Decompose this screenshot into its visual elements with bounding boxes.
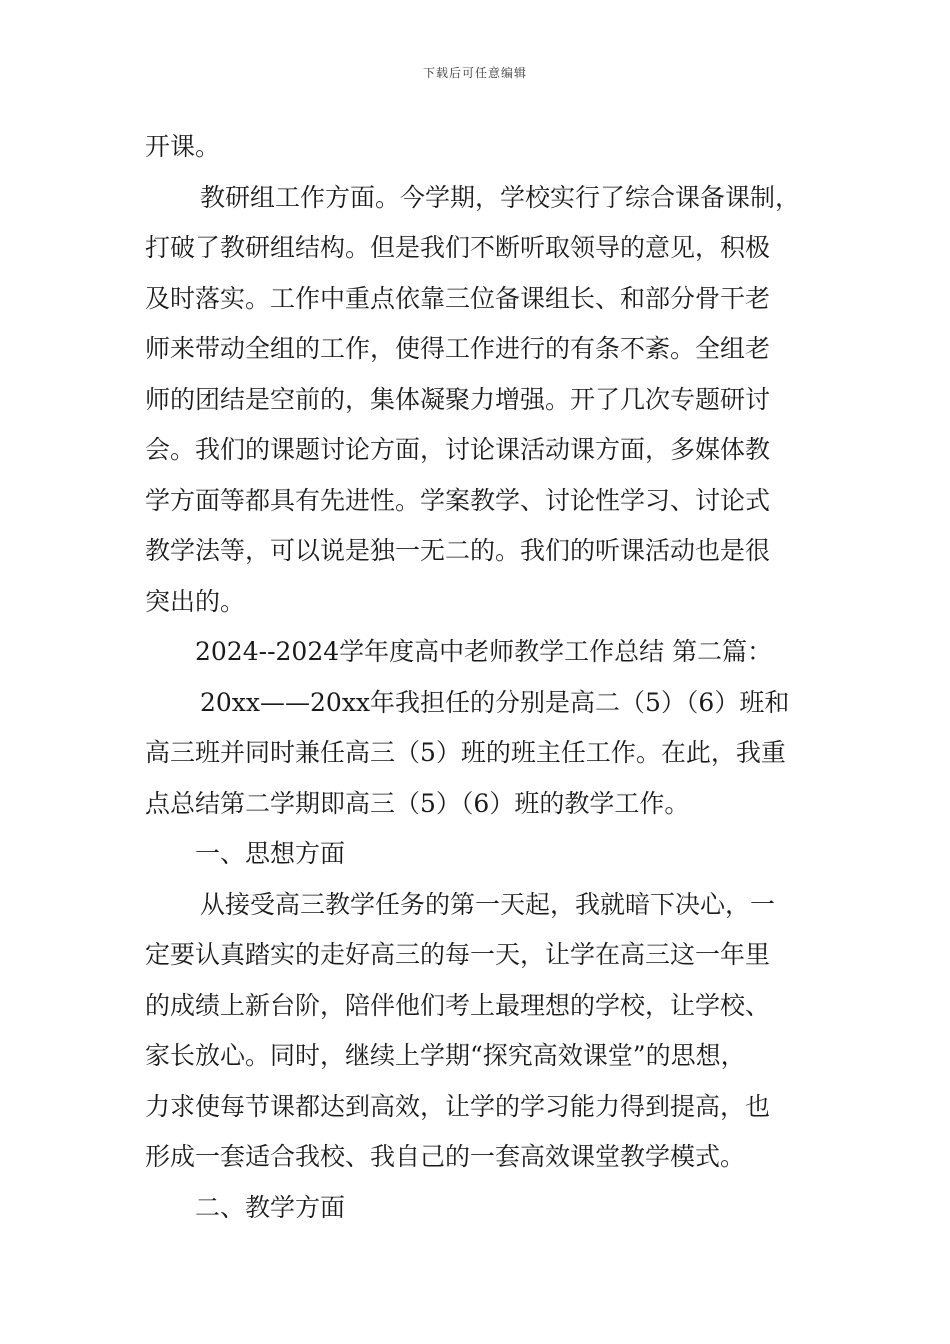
text-line: 会。我们的课题讨论方面，讨论课活动课方面，多媒体教: [145, 435, 771, 464]
text-line: 开课。: [145, 132, 221, 161]
text-line: 及时落实。工作中重点依靠三位备课组长、和部分骨干老: [145, 283, 771, 313]
text-line: 力求使每节课都达到高效，让学的学习能力得到提高，也: [145, 1091, 771, 1121]
text-line: 点总结第二学期即高三（5）（6）班的教学工作。: [145, 788, 690, 818]
text-line: 家长放心。同时，继续上学期“探究高效课堂”的思想，: [145, 1041, 746, 1070]
text-line: 突出的。: [145, 586, 246, 616]
text-line: 师的团结是空前的，集体凝聚力增强。开了几次专题研讨: [145, 384, 771, 414]
text-line: 的成绩上新台阶，陪伴他们考上最理想的学校，让学校、: [145, 990, 771, 1020]
text-line: 一、思想方面: [195, 839, 346, 868]
text-line: 2024--2024学年度高中老师教学工作总结 第二篇：: [195, 637, 773, 666]
text-line: 20xx——20xx年我担任的分别是高二（5）（6）班和: [200, 687, 790, 717]
text-line: 学方面等都具有先进性。学案教学、讨论性学习、讨论式: [145, 485, 771, 515]
text-line: 定要认真踏实的走好高三的每一天，让学在高三这一年里: [145, 940, 771, 969]
text-line: 教学法等，可以说是独一无二的。我们的听课活动也是很: [145, 536, 771, 565]
text-line: 形成一套适合我校、我自己的一套高效课堂教学模式。: [145, 1142, 746, 1171]
text-line: 师来带动全组的工作，使得工作进行的有条不紊。全组老: [145, 334, 771, 363]
text-line: 打破了教研组结构。但是我们不断听取领导的意见，积极: [145, 233, 771, 262]
document-body: [145, 122, 813, 1233]
page-header-note: 下载后可任意编辑: [422, 66, 527, 80]
text-line: 二、教学方面: [195, 1192, 346, 1222]
text-line: 从接受高三教学任务的第一天起，我就暗下决心，一: [200, 889, 776, 919]
text-line: 教研组工作方面。今学期，学校实行了综合课备课制，: [200, 182, 801, 212]
text-line: 高三班并同时兼任高三（5）班的班主任工作。在此，我重: [145, 738, 786, 767]
